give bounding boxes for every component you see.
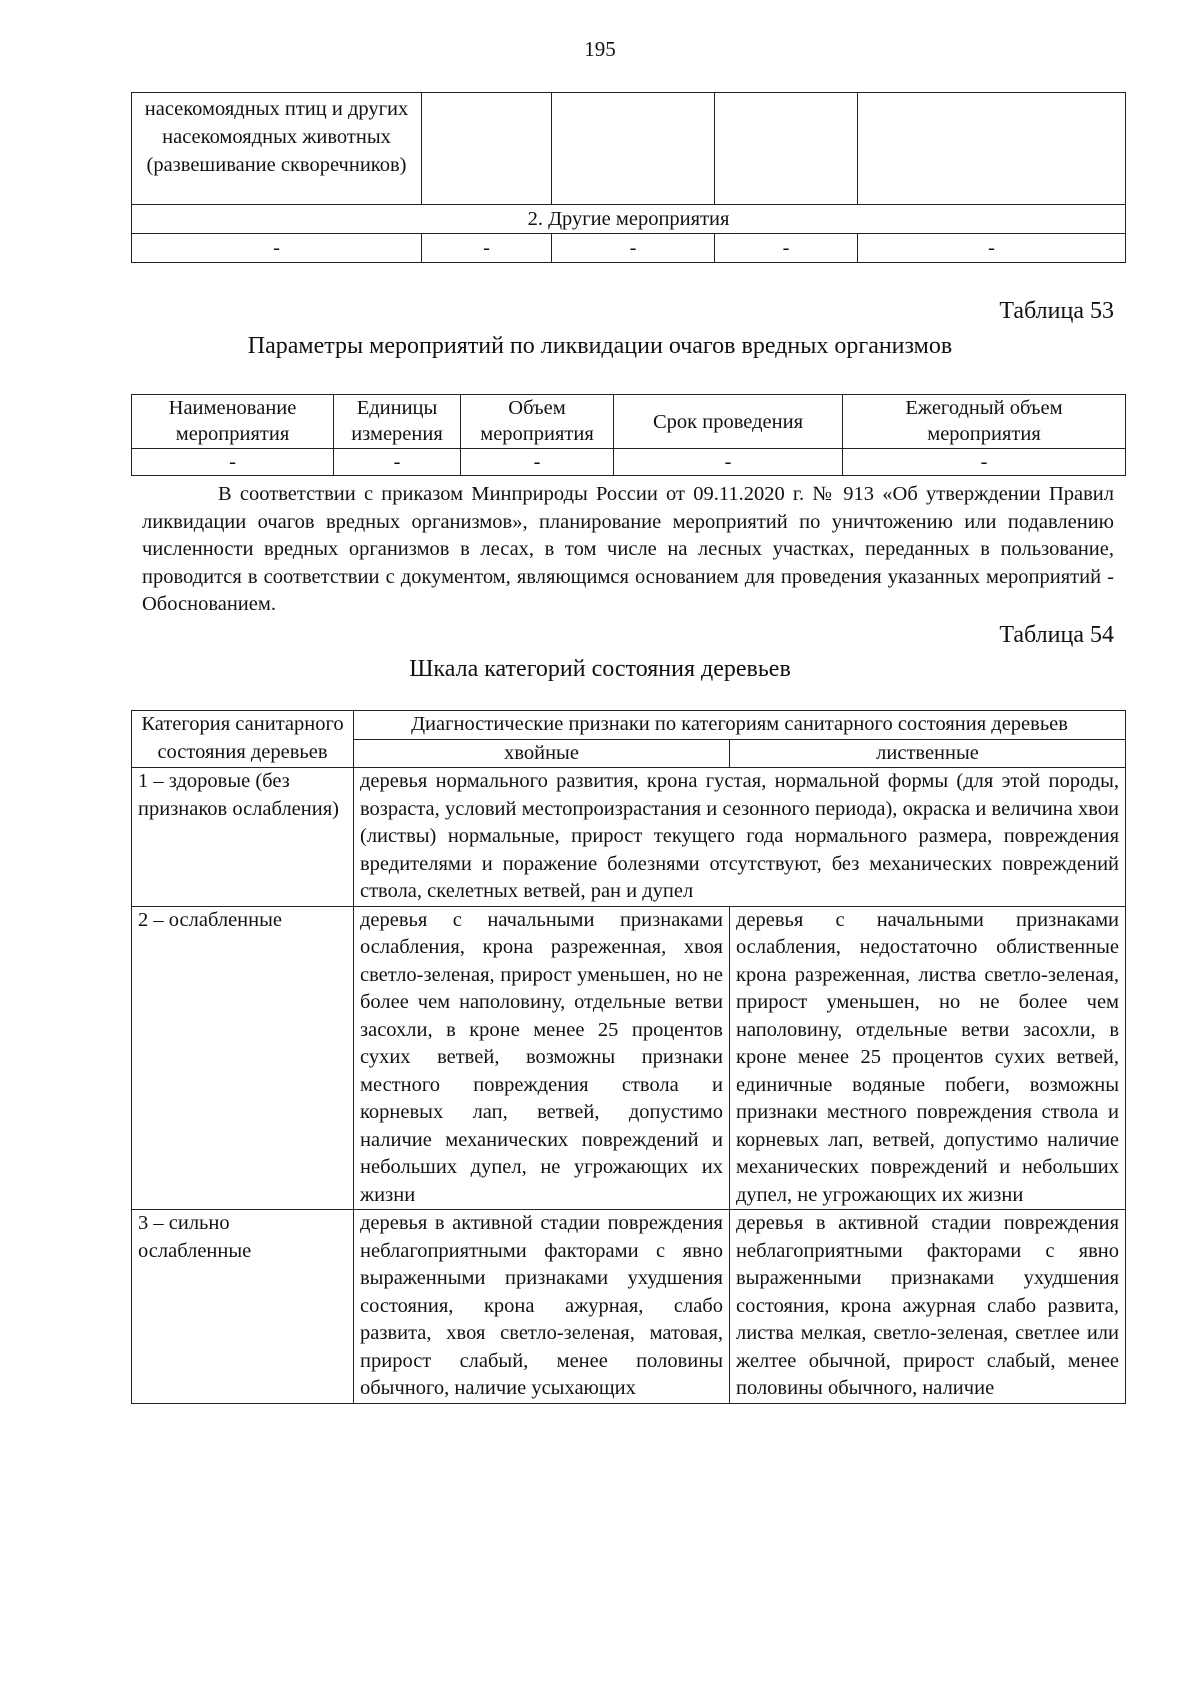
table54-title: Шкала категорий состояния деревьев [409,656,791,682]
dash-cell: - [715,234,858,263]
activity-name-cell: насекомоядных птиц и других насекомоядных животных (развешивание скворечников) [132,93,422,205]
conifer-signs-cell: деревья в активной стадии повреждения неблагоприятными факторами с явно выраженными признаками ухудшения состояния, крона ажурная, слабо развита, хвоя светло-зеленая, матовая, прирост слабый, менее половины обычного, наличие усыхающих [354,1210,730,1404]
deciduous-signs-cell: деревья с начальными признаками ослабления, недостаточно облиственные крона разреженная, листва светло-зеленая, прирост уменьшен, но не более чем наполовину, отдельные ветви засохли, в кроне менее 25 процентов сухих ветвей, единичные водяные побеги, возможны признаки местного повреждения ствола и корневых лап, ветвей, допустимо наличие механических повреждений и небольших дупел, не угрожающих их жизни [730,906,1126,1210]
table53-header: Наименование мероприятия [132,395,334,449]
table53-header: Объем мероприятия [461,395,614,449]
table53-header: Ежегодный объем мероприятия [843,395,1126,449]
header-deciduous: лиственные [730,739,1126,768]
page-number: 195 [584,37,616,61]
dash-cell: - [552,234,715,263]
empty-cell [552,93,715,205]
table54 [131,710,1126,1404]
table53-header: Срок проведения [614,395,843,449]
empty-cell [858,93,1126,205]
paragraph-text: В соответствии с приказом Минприроды России от 09.11.2020 г. № 913 «Об утверждении Правил ликвидации очагов вредных организмов», планирование мероприятий по уничтожению или подавлению численности вредных организмов в лесах, в том числе на лесных участках, переданных в пользование, проводится в соответствии с документом, являющимся основанием для проведения указанных мероприятий - Обоснованием. [142,483,1114,615]
header-category: Категория санитарного состояния деревьев [132,711,354,768]
conifer-signs-cell: деревья с начальными признаками ослабления, крона разреженная, хвоя светло-зеленая, прирост уменьшен, но не более чем наполовину, отдельные ветви засохли, в кроне менее 25 процентов сухих ветвей, возможны признаки местного повреждения ствола и корневых лап, ветвей, допустимо наличие механических повреждений и небольших дупел, не угрожающих их жизни [354,906,730,1210]
deciduous-signs-cell: деревья в активной стадии повреждения неблагоприятными факторами с явно выраженными признаками ухудшения состояния, крона ажурная слабо развита, листва мелкая, светло-зеленая, светлее или желтее обычной, прирост слабый, менее половины обычного, наличие [730,1210,1126,1404]
empty-cell [715,93,858,205]
dash-cell: - [132,234,422,263]
category-cell: 2 – ослабленные [132,906,354,1210]
dash-cell: - [858,234,1126,263]
table53-title: Параметры мероприятий по ликвидации очагов вредных организмов [247,333,953,359]
table53-cell: - [461,449,614,476]
table53-header: Единицы измерения [334,395,461,449]
header-conifer: хвойные [354,739,730,768]
table53-cell: - [614,449,843,476]
continued-activities-table [131,92,1126,263]
signs-merged-cell: деревья нормального развития, крона густая, нормальной формы (для этой породы, возраста, условий местопроизрастания и сезонного периода), окраска и величина хвои (листвы) нормальные, прирост текущего года нормального размера, повреждения вредителями и поражение болезнями отсутствуют, без механических повреждений ствола, скелетных ветвей, ран и дупел [354,768,1126,907]
category-cell: 3 – сильно ослабленные [132,1210,354,1404]
table53 [131,394,1126,476]
empty-cell [422,93,552,205]
body-paragraph [142,481,1114,619]
table53-cell: - [132,449,334,476]
dash-cell: - [422,234,552,263]
table53-cell: - [334,449,461,476]
section-row: 2. Другие мероприятия [132,205,1126,234]
header-signs: Диагностические признаки по категориям санитарного состояния деревьев [354,711,1126,740]
category-cell: 1 – здоровые (без признаков ослабления) [132,768,354,907]
table53-label: Таблица 53 [999,298,1114,324]
table53-cell: - [843,449,1126,476]
table54-label: Таблица 54 [999,622,1114,648]
